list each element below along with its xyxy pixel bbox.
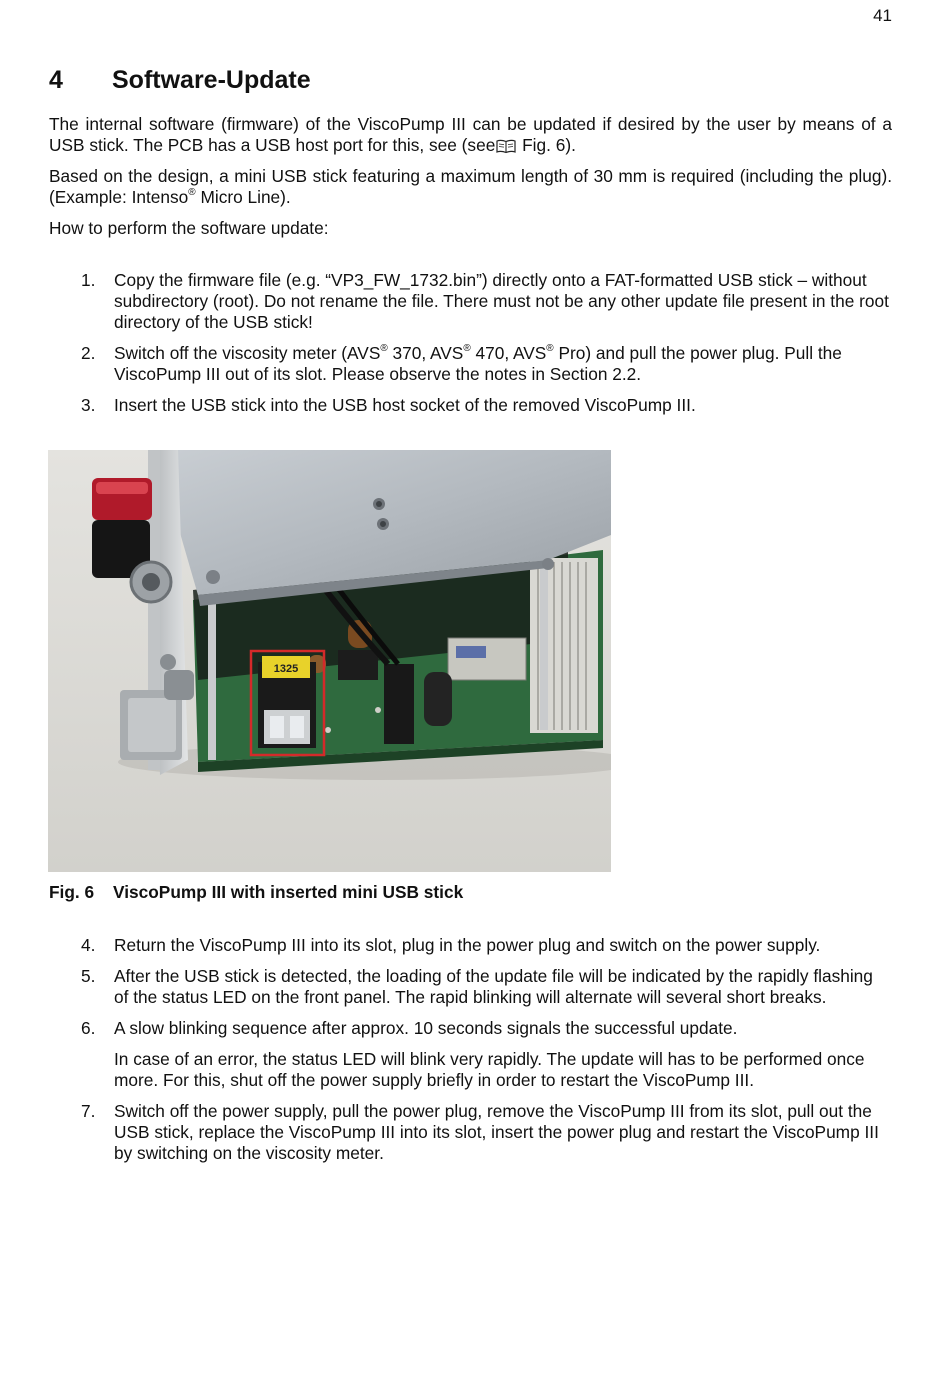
- stick-label: 1325: [273, 663, 299, 675]
- list-item: [49, 395, 892, 416]
- registered-mark: ®: [188, 187, 196, 199]
- steps-list-1: [49, 270, 892, 426]
- list-item: [49, 966, 892, 1008]
- intro-text: Based on the design, a mini USB stick featuring a maximum length of 30 mm is required (including the plug). (Example: Intenso: [49, 166, 892, 207]
- step-text: Return the ViscoPump III into its slot, plug in the power plug and switch on the power supply.: [114, 935, 821, 955]
- step-number: 5.: [81, 966, 96, 986]
- step-text: Switch off the viscosity meter (AVS® 370, AVS® 470, AVS® Pro) and pull the power plug. Pull the ViscoPump III out of its slot. Please observe the notes in Section 2.2.: [114, 343, 842, 384]
- section-heading: [49, 66, 311, 95]
- list-item: [49, 935, 892, 956]
- page-number: 41: [873, 6, 892, 25]
- registered-mark: ®: [380, 343, 388, 355]
- intro-text-link[interactable]: Fig. 6).: [517, 135, 576, 155]
- step-number: 2.: [81, 343, 96, 363]
- step-text: A slow blinking sequence after approx. 10 seconds signals the successful update.: [114, 1018, 738, 1038]
- figure-caption: [49, 882, 463, 903]
- steps-list-2: [49, 935, 892, 1174]
- list-item: [49, 343, 892, 385]
- step-text: After the USB stick is detected, the loading of the update file will be indicated by the rapidly flashing of the status LED on the front panel. The rapid blinking will alternate will several short breaks.: [114, 966, 873, 1007]
- step-number: 7.: [81, 1101, 96, 1121]
- section-title: Software-Update: [112, 66, 311, 94]
- list-item: [49, 1101, 892, 1164]
- book-icon: [496, 138, 516, 159]
- section-number: 4: [49, 66, 63, 94]
- step-text: Insert the USB stick into the USB host socket of the removed ViscoPump III.: [114, 395, 696, 415]
- step-number: 4.: [81, 935, 96, 955]
- figure-caption-text: ViscoPump III with inserted mini USB stick: [113, 882, 464, 902]
- viscopump-photo: [48, 450, 611, 872]
- figure-number: Fig. 6: [49, 882, 95, 902]
- list-item: [49, 1018, 892, 1091]
- step-text: Copy the firmware file (e.g. “VP3_FW_1732.bin”) directly onto a FAT-formatted USB stick – without subdirectory (root). Do not rename the file. There must not be any other update file present in the root directory of the USB stick!: [114, 270, 889, 332]
- step-note: In case of an error, the status LED will blink very rapidly. The update will has to be performed once more. For this, shut off the power supply briefly in order to restart the ViscoPump III.: [114, 1049, 865, 1090]
- list-item: [49, 270, 892, 333]
- intro-paragraph-2: [49, 166, 892, 208]
- step-text: Switch off the power supply, pull the power plug, remove the ViscoPump III from its slot, pull out the USB stick, replace the ViscoPump III into its slot, insert the power plug and restart the ViscoPump III by switching on the viscosity meter.: [114, 1101, 879, 1163]
- registered-mark: ®: [463, 343, 471, 355]
- step-number: 3.: [81, 395, 96, 415]
- intro-paragraph-1: [49, 114, 892, 159]
- registered-mark: ®: [546, 343, 554, 355]
- intro-text: Micro Line).: [195, 187, 291, 207]
- intro-text: The internal software (firmware) of the ViscoPump III can be updated if desired by the user by means of a USB stick. The PCB has a USB host port for this, see (see: [49, 114, 892, 155]
- intro-paragraph-3: How to perform the software update:: [49, 218, 329, 238]
- step-number: 6.: [81, 1018, 96, 1038]
- step-number: 1.: [81, 270, 96, 290]
